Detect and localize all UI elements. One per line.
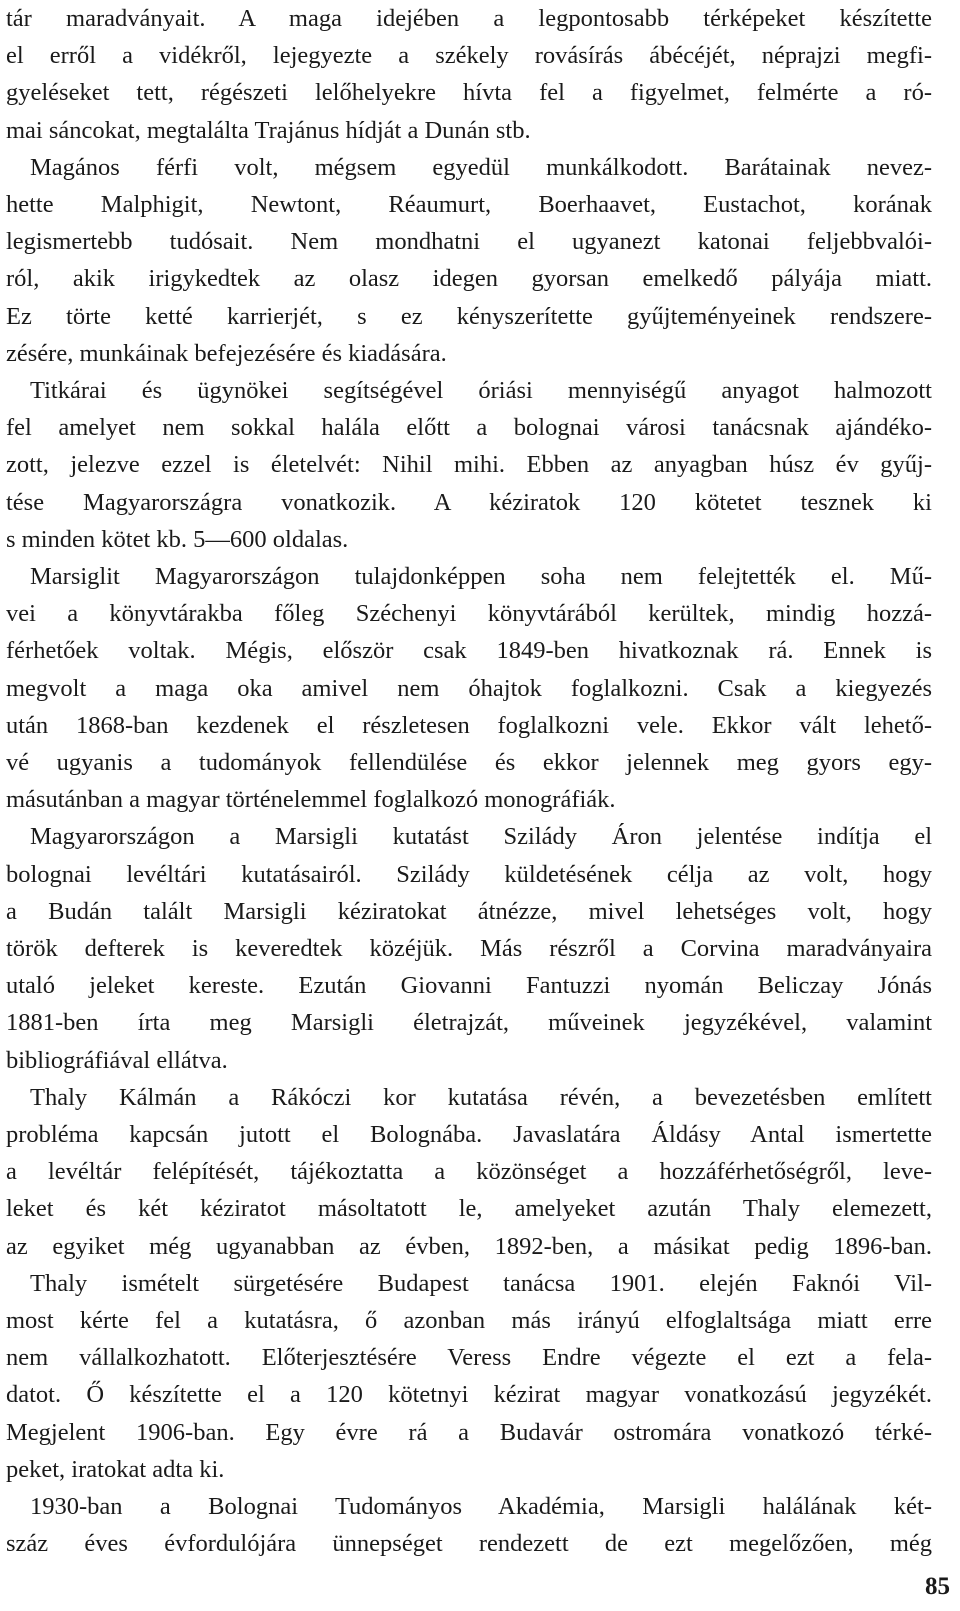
text-line: megvolt a maga oka amivel nem óhajtok foglalkozni. Csak a kiegyezés [6,674,932,702]
text-line: Thaly Kálmán a Rákóczi kor kutatása révén, a bevezetésben említett [30,1083,932,1111]
text-line: Marsiglit Magyarországon tulajdonképpen soha nem felejtették el. Mű- [30,563,932,590]
text-line: a levéltár felépítését, tájékoztatta a közönséget a hozzáférhetőségről, leve- [6,1158,932,1186]
text-line: másutánban a magyar történelemmel foglalkozó monográfiák. [6,786,616,814]
text-line: vei a könyvtárakba főleg Széchenyi könyvtárából kerültek, mindig hozzá- [6,600,932,628]
text-line: bibliográfiával ellátva. [6,1046,228,1074]
text-line: száz éves évfordulójára ünnepséget rendezett de ezt megelőzően, még [6,1530,932,1558]
text-line: Ez törte ketté karrierjét, s ez kényszerítette gyűjteményeinek rendszere- [6,302,932,330]
text-line: 1930-ban a Bolognai Tudományos Akadémia, Marsigli halálának két- [30,1493,932,1520]
text-line: az egyiket még ugyanabban az évben, 1892-ben, a másikat pedig 1896-ban. [6,1232,932,1260]
text-line: férhetőek voltak. Mégis, először csak 1849-ben hivatkoznak rá. Ennek is [6,637,932,665]
text-line: mai sáncokat, megtalálta Trajánus hídját a Dunán stb. [6,116,531,144]
text-line: zésére, munkáinak befejezésére és kiadására. [6,339,447,367]
text-line: vé ugyanis a tudományok fellendülése és ekkor jelennek meg gyors egy- [6,749,932,776]
text-line: Thaly ismételt sürgetésére Budapest tanácsa 1901. elején Faknói Vil- [30,1269,932,1297]
text-line: gyeléseket tett, régészeti lelőhelyekre hívta fel a figyelmet, felmérte a ró- [6,79,932,107]
text-line: a Budán talált Marsigli kéziratokat átnézze, mivel lehetséges volt, hogy [6,897,932,925]
text-line: 1881-ben írta meg Marsigli életrajzát, műveinek jegyzékével, valamint [6,1009,932,1037]
text-line: nem vállalkozhatott. Előterjesztésére Veress Endre végezte el ezt a fela- [6,1344,932,1372]
text-line: Titkárai és ügynökei segítségével óriási mennyiségű anyagot halmozott [30,377,932,404]
text-line: fel amelyet nem sokkal halála előtt a bolognai városi tanácsnak ajándéko- [6,414,932,442]
text-line: Magyarországon a Marsigli kutatást Szilády Áron jelentése indítja el [30,823,932,851]
text-line: Magános férfi volt, mégsem egyedül munkálkodott. Barátainak nevez- [30,153,932,181]
text-line: hette Malphigit, Newtont, Réaumurt, Boerhaavet, Eustachot, korának [6,191,932,218]
text-line: el erről a vidékről, lejegyezte a székely rovásírás ábécéjét, néprajzi megfi- [6,42,932,70]
text-line: legismertebb tudósait. Nem mondhatni el ugyanezt katonai feljebbvalói- [6,228,932,256]
text-line: után 1868-ban kezdenek el részletesen foglalkozni vele. Ekkor vált lehető- [6,711,932,739]
text-line: utaló jeleket kereste. Ezután Giovanni Fantuzzi nyomán Beliczay Jónás [6,972,932,1000]
text-line: Megjelent 1906-ban. Egy évre rá a Budavár ostromára vonatkozó térké- [6,1418,932,1446]
text-line: tár maradványait. A maga idejében a legpontosabb térképeket készítette [6,5,932,32]
text-line: datot. Ő készítette el a 120 kötetnyi kézirat magyar vonatkozású jegyzékét. [6,1381,932,1409]
text-line: ról, akik irigykedtek az olasz idegen gyorsan emelkedő pályája miatt. [6,265,932,293]
text-line: peket, iratokat adta ki. [6,1455,225,1483]
page-number: 85 [925,1573,950,1600]
text-line: tése Magyarországra vonatkozik. A kéziratok 120 kötetet tesznek ki [6,488,932,516]
text-line: most kérte fel a kutatásra, ő azonban más irányú elfoglaltsága miatt erre [6,1307,932,1334]
text-line: s minden kötet kb. 5—600 oldalas. [6,525,349,553]
text-line: zott, jelezve ezzel is életelvét: Nihil mihi. Ebben az anyagban húsz év gyűj- [6,451,932,479]
text-line: török defterek is keveredtek közéjük. Más részről a Corvina maradványaira [6,935,932,962]
text-line: probléma kapcsán jutott el Bolognába. Javaslatára Áldásy Antal ismertette [6,1121,932,1148]
text-line: leket és két kéziratot másoltatott le, amelyeket azután Thaly elemezett, [6,1195,932,1223]
text-line: bolognai levéltári kutatásairól. Szilády küldetésének célja az volt, hogy [6,860,932,888]
